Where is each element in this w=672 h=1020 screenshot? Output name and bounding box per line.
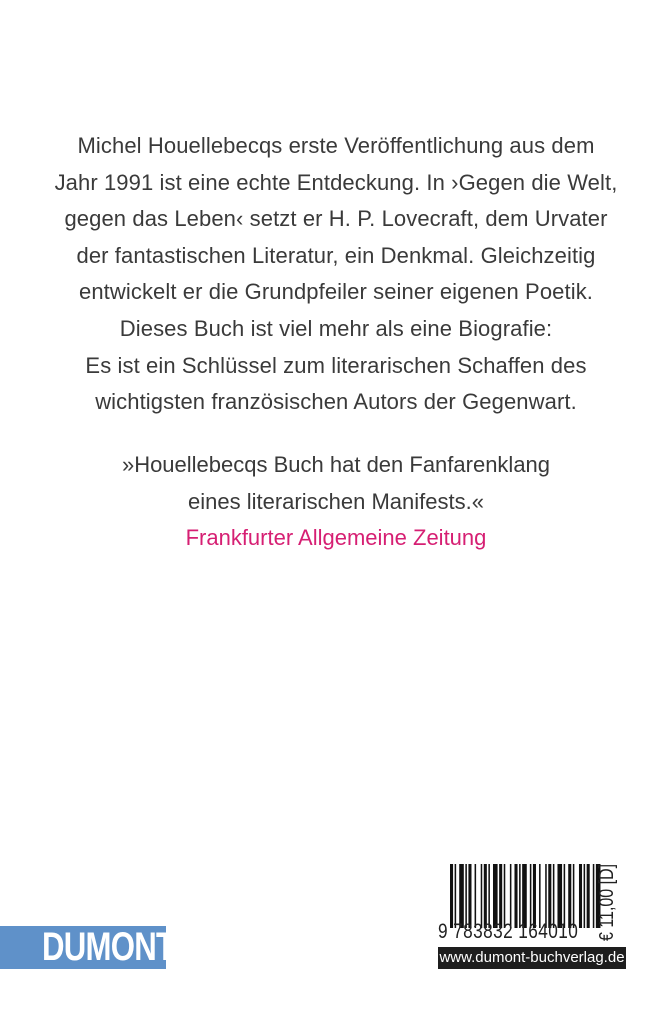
price-label — [594, 863, 618, 941]
quote-line: eines literarischen Manifests.« — [188, 488, 484, 514]
quote-line: »Houellebecqs Buch hat den Fanfarenklang — [121, 452, 551, 477]
blurb-line: Dieses Buch ist viel mehr als eine Biografie: — [119, 315, 553, 341]
price-text: € 11,00 [D] — [596, 863, 618, 941]
blurb-line: Michel Houellebecqs erste Veröffentlichung aus dem — [77, 133, 595, 158]
barcode-digits: 9 783832 164010 — [438, 920, 579, 943]
blurb-line: der fantastischen Literatur, ein Denkmal. Gleichzeitig — [76, 242, 596, 268]
blurb-line: gegen das Leben‹ setzt er H. P. Lovecraft, dem Urvater — [64, 206, 608, 232]
quote-source: Frankfurter Allgemeine Zeitung — [185, 525, 487, 551]
blurb-line: entwickelt er die Grundpfeiler seiner eigenen Poetik. — [78, 279, 594, 305]
publisher-url: www.dumont-buchverlag.de — [438, 947, 626, 969]
blurb-text — [0, 128, 672, 421]
blurb-line: wichtigsten französischen Autors der Gegenwart. — [95, 389, 577, 415]
blurb-line: Es ist ein Schlüssel zum literarischen Schaffen des — [85, 352, 587, 378]
publisher-logo-text: DUMONT — [42, 925, 175, 969]
barcode-icon — [450, 864, 602, 928]
review-quote — [0, 447, 672, 557]
blurb-line: Jahr 1991 ist eine echte Entdeckung. In ›Gegen die Welt, — [54, 169, 618, 195]
